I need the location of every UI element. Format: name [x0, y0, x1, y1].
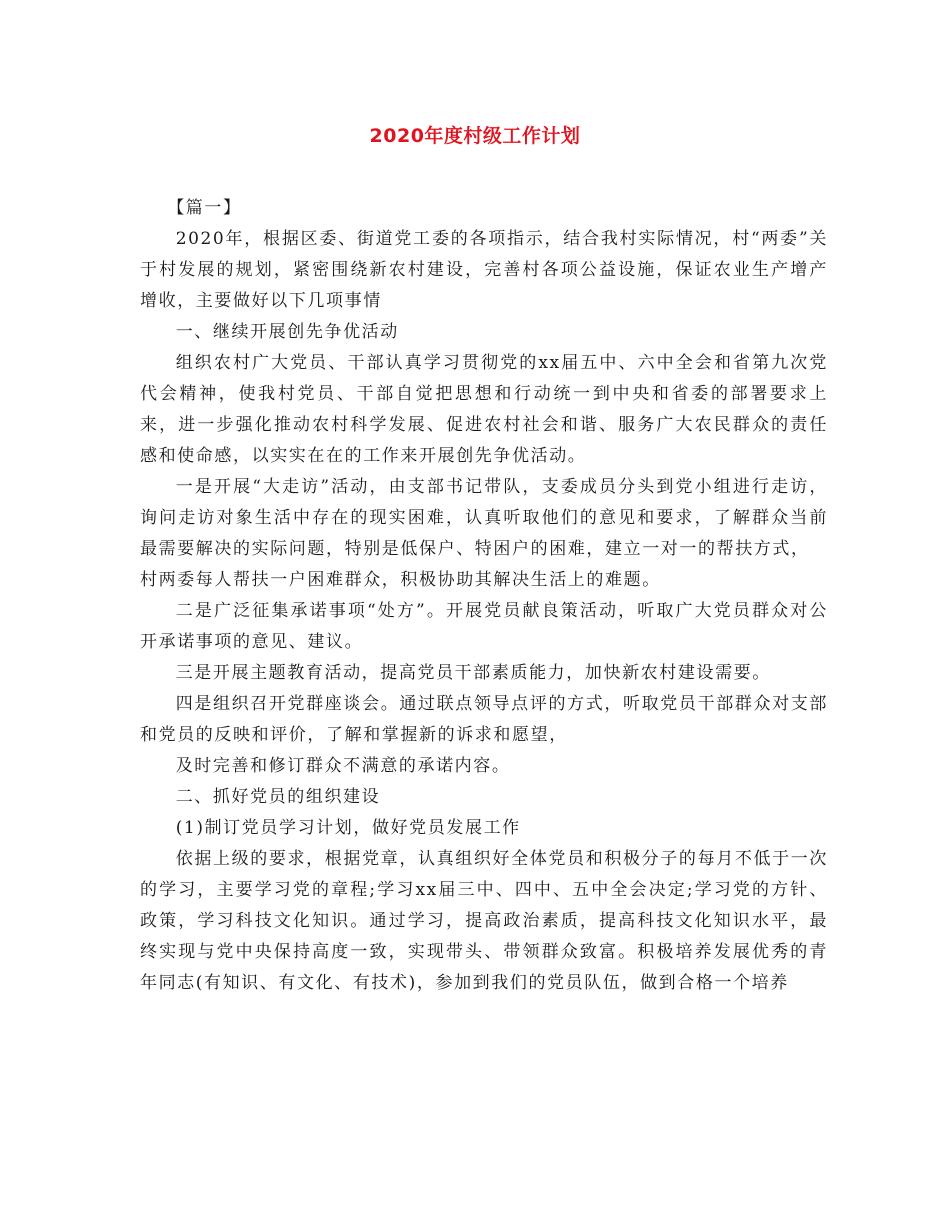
paragraph: 及时完善和修订群众不满意的承诺内容。	[175, 756, 511, 776]
section-heading: 二、抓好党员的组织建设	[175, 787, 381, 807]
paragraph: 三是开展主题教育活动，提高党员干部素质能力，加快新农村建设需要。	[175, 663, 771, 683]
document-body	[140, 193, 828, 999]
paragraph: 依据上级的要求，根据党章，认真组织好全体党员和积极分子的每月不低于一次的学习，主要学习党的章程;学习xx届三中、四中、五中全会决定;学习党的方针、政策，学习科技文化知识。通过学习，提高政治素质，提高科技文化知识水平，最终实现与党中央保持高度一致，实现带头、带领群众致富。积极培养发展优秀的青年同志(有知识、有文化、有技术)，参加到我们的党员队伍，做到合格一个培养	[140, 849, 828, 993]
section-heading: 一、继续开展创先争优活动	[175, 322, 399, 342]
section-label: 【篇一】	[167, 198, 242, 218]
paragraph: 2020年，根据区委、街道党工委的各项指示，结合我村实际情况，村“两委”关于村发展的规划，紧密围绕新农村建设，完善村各项公益设施，保证农业生产增产增收，主要做好以下几项事情	[140, 229, 828, 311]
paragraph: 一是开展“大走访”活动，由支部书记带队，支委成员分头到党小组进行走访，询问走访对象生活中存在的现实困难，认真听取他们的意见和要求，了解群众当前最需要解决的实际问题，特别是低保户、特困户的困难，建立一对一的帮扶方式，	[140, 477, 828, 559]
document-title: 2020年度村级工作计划	[369, 125, 581, 147]
paragraph: 组织农村广大党员、干部认真学习贯彻党的xx届五中、六中全会和省第九次党代会精神，使我村党员、干部自觉把思想和行动统一到中央和省委的部署要求上来，进一步强化推动农村科学发展、促进农村社会和谐、服务广大农民群众的责任感和使命感，以实实在在的工作来开展创先争优活动。	[140, 353, 828, 466]
subsection-heading: (1)制订党员学习计划，做好党员发展工作	[175, 818, 521, 838]
paragraph: 二是广泛征集承诺事项“处方”。开展党员献良策活动，听取广大党员群众对公开承诺事项的意见、建议。	[140, 601, 828, 652]
paragraph: 村两委每人帮扶一户困难群众，积极协助其解决生活上的难题。	[140, 570, 661, 590]
paragraph: 四是组织召开党群座谈会。通过联点领导点评的方式，听取党员干部群众对支部和党员的反映和评价，了解和掌握新的诉求和愿望，	[140, 694, 828, 745]
